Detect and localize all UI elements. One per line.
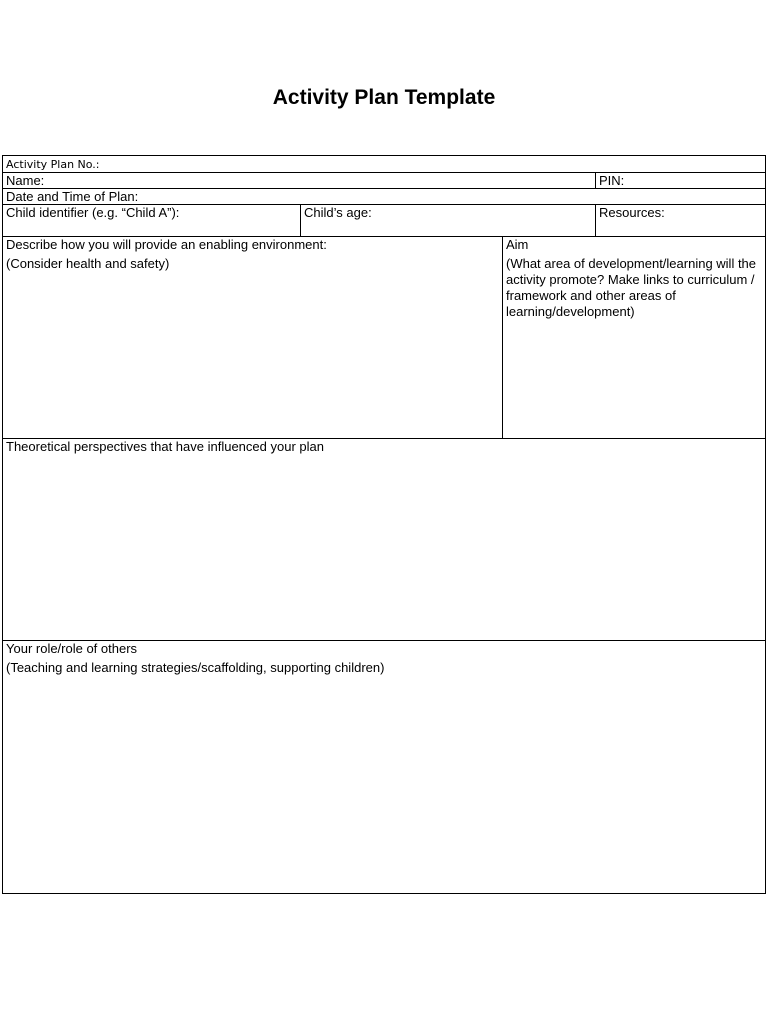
date-time-field[interactable] <box>2 188 766 205</box>
resources-field[interactable] <box>595 204 766 237</box>
activity-plan-no-label: Activity Plan No.: <box>6 158 100 171</box>
page-title: Activity Plan Template <box>272 86 496 109</box>
environment-field[interactable] <box>2 236 503 439</box>
resources-label: Resources: <box>599 205 665 220</box>
name-label: Name: <box>6 173 45 188</box>
date-time-label: Date and Time of Plan: <box>6 189 139 204</box>
pin-field[interactable] <box>595 172 766 189</box>
child-identifier-label: Child identifier (e.g. “Child A”): <box>6 205 180 220</box>
child-age-field[interactable] <box>300 204 596 237</box>
role-label: Your role/role of others <box>6 641 138 656</box>
name-field[interactable] <box>2 172 596 189</box>
role-field[interactable] <box>2 640 766 894</box>
aim-hint: (What area of development/learning will the activity promote? Make links to curriculum / framework and other areas of learning/development) <box>506 256 757 319</box>
aim-label: Aim <box>506 237 529 252</box>
aim-field[interactable] <box>502 236 766 439</box>
environment-hint: (Consider health and safety) <box>6 256 170 271</box>
activity-plan-no-field[interactable] <box>2 155 766 173</box>
child-identifier-field[interactable] <box>2 204 301 237</box>
child-age-label: Child’s age: <box>304 205 372 220</box>
pin-label: PIN: <box>599 173 625 188</box>
role-hint: (Teaching and learning strategies/scaffolding, supporting children) <box>6 660 385 675</box>
theory-field[interactable] <box>2 438 766 641</box>
theory-label: Theoretical perspectives that have influenced your plan <box>6 439 324 454</box>
environment-label: Describe how you will provide an enabling environment: <box>6 237 327 252</box>
